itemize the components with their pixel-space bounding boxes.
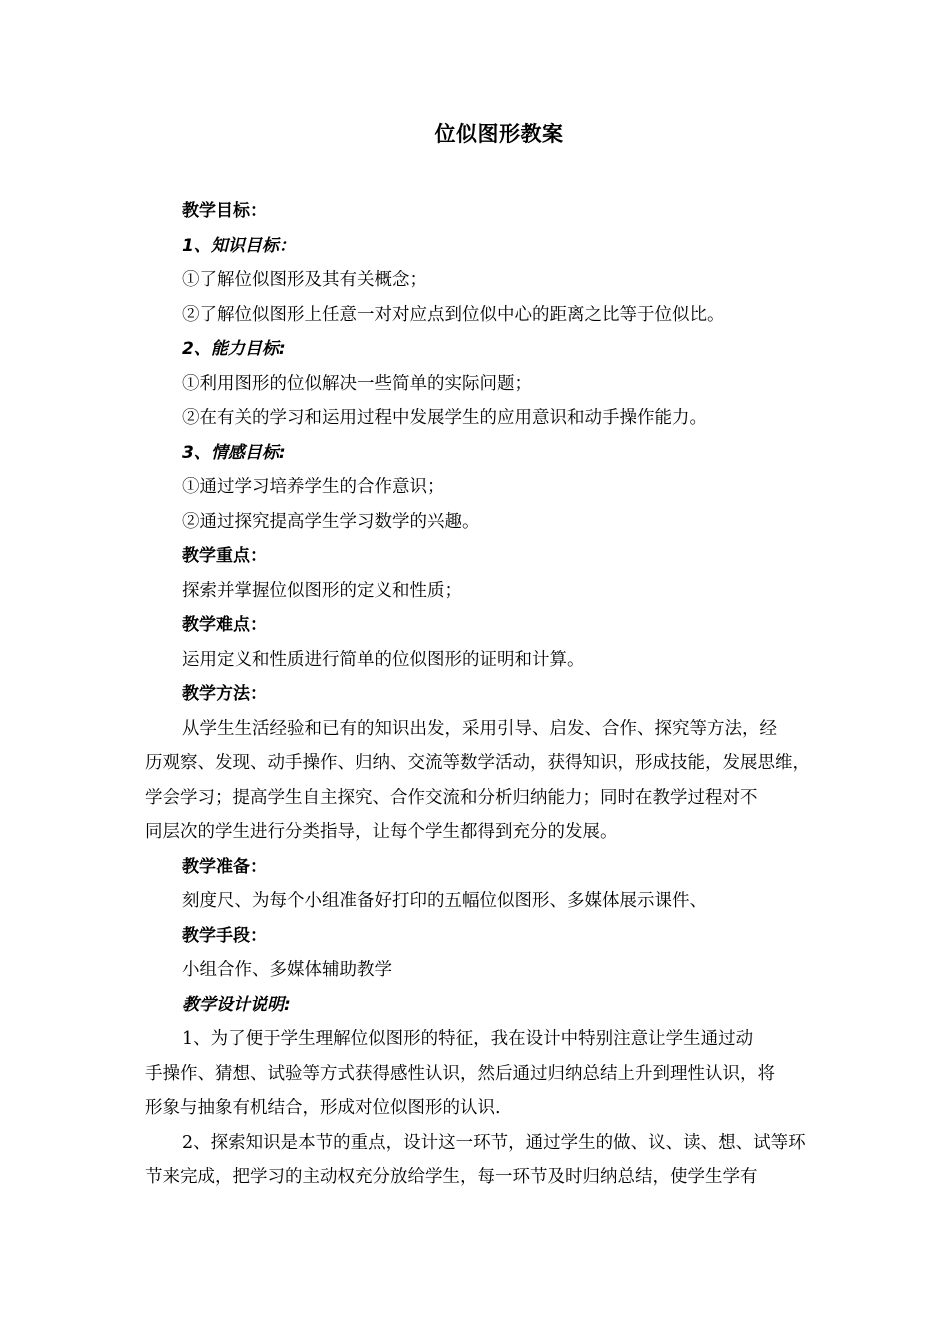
- method-heading: 教学方法：: [182, 684, 267, 704]
- document-body: [145, 194, 825, 1195]
- design-paragraph-line: 2、探索知识是本节的重点，设计这一环节，通过学生的做、议、读、想、试等环: [182, 1132, 806, 1153]
- objectives-heading: 教学目标：: [182, 201, 267, 221]
- ability-item-1: ①利用图形的位似解决一些简单的实际问题；: [182, 373, 532, 394]
- difficulty-heading: 教学难点：: [182, 615, 267, 635]
- page-title: 位似图形教案: [434, 122, 564, 146]
- preparation-text: 刻度尺、为每个小组准备好打印的五幅位似图形、多媒体展示课件、: [182, 891, 707, 911]
- key-point-heading: 教学重点：: [182, 546, 267, 566]
- design-paragraph-line: 手操作、猜想、试验等方式获得感性认识，然后通过归纳总结上升到理性认识，将: [145, 1063, 775, 1084]
- method-paragraph-line: 从学生生活经验和已有的知识出发，采用引导、启发、合作、探究等方法，经: [182, 718, 777, 739]
- ability-heading: 2、能力目标:: [182, 339, 286, 359]
- emotion-item-2: ②通过探究提高学生学习数学的兴趣。: [182, 511, 480, 532]
- emotion-heading: 3、情感目标:: [182, 442, 286, 463]
- knowledge-item-1: ①了解位似图形及其有关概念；: [182, 270, 427, 290]
- preparation-heading: 教学准备：: [182, 856, 267, 877]
- method-paragraph-line: 历观察、发现、动手操作、归纳、交流等数学活动，获得知识，形成技能，发展思维，: [145, 753, 810, 773]
- method-paragraph-line: 学会学习；提高学生自主探究、合作交流和分析归纳能力；同时在教学过程对不: [145, 787, 758, 808]
- ability-item-2: ②在有关的学习和运用过程中发展学生的应用意识和动手操作能力。: [182, 408, 707, 428]
- design-heading: 教学设计说明:: [182, 994, 291, 1015]
- design-paragraph-line: 形象与抽象有机结合，形成对位似图形的认识.: [145, 1098, 501, 1118]
- design-paragraph-line: 1、为了便于学生理解位似图形的特征，我在设计中特别注意让学生通过动: [182, 1029, 754, 1049]
- design-paragraph-line: 节来完成，把学习的主动权充分放给学生，每一环节及时归纳总结，使学生学有: [145, 1167, 758, 1187]
- difficulty-text: 运用定义和性质进行简单的位似图形的证明和计算。: [182, 649, 585, 670]
- method-paragraph-line: 同层次的学生进行分类指导，让每个学生都得到充分的发展。: [145, 822, 618, 842]
- key-point-text: 探索并掌握位似图形的定义和性质；: [182, 580, 462, 601]
- emotion-item-1: ①通过学习培养学生的合作意识；: [182, 477, 445, 497]
- means-heading: 教学手段：: [182, 925, 267, 946]
- knowledge-heading: 1、知识目标：: [182, 235, 296, 256]
- means-text: 小组合作、多媒体辅助教学: [182, 960, 392, 980]
- knowledge-item-2: ②了解位似图形上任意一对对应点到位似中心的距离之比等于位似比。: [182, 304, 725, 325]
